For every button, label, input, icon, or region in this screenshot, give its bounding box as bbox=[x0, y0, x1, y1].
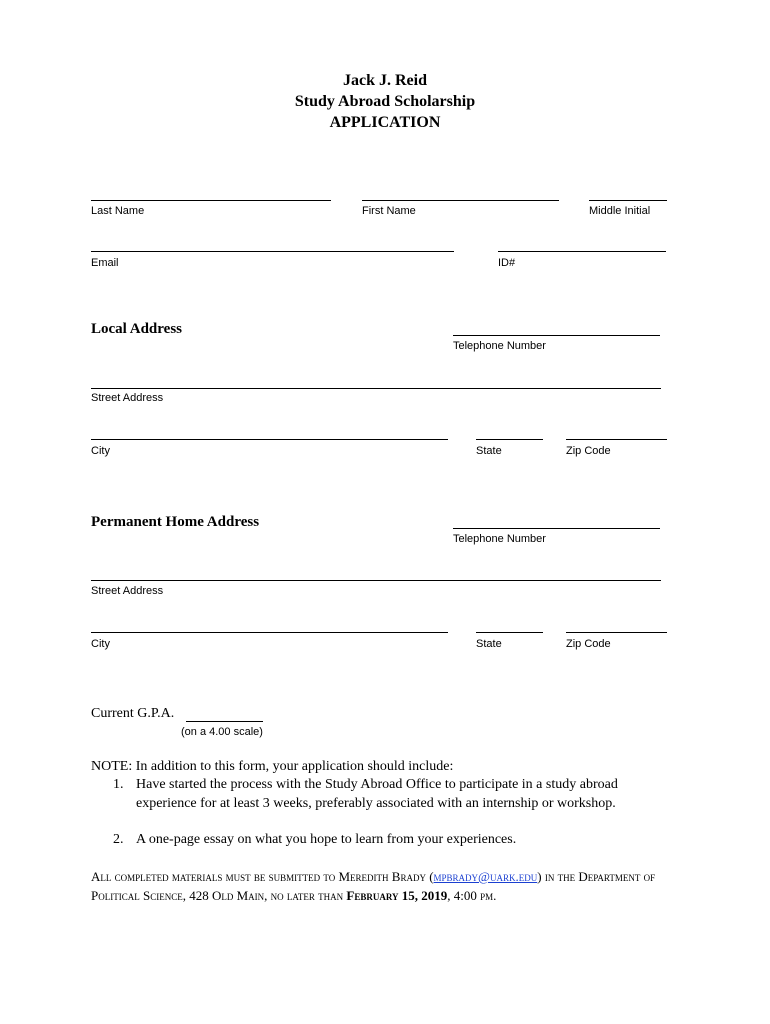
last-name-label: Last Name bbox=[91, 205, 145, 217]
gpa-scale-note: (on a 4.00 scale) bbox=[181, 726, 263, 738]
local-city-label: City bbox=[91, 445, 110, 457]
submission-deadline: February 15, 2019 bbox=[346, 888, 448, 903]
last-name-field[interactable] bbox=[91, 200, 331, 201]
local-zip-field[interactable] bbox=[566, 439, 667, 440]
email-link[interactable]: mpbrady@uark.edu bbox=[433, 869, 538, 884]
submission-text-2: ) in the Department of Political Science, 428 Old Main, no later than bbox=[91, 869, 656, 903]
permanent-telephone-field[interactable] bbox=[453, 528, 660, 529]
note-item-1: Have started the process with the Study Abroad Office to participate in a study abroad experience for at least 3 weeks, preferably associated with an internship or workshop. bbox=[136, 777, 618, 811]
title-application: APPLICATION bbox=[329, 114, 441, 131]
middle-initial-label: Middle Initial bbox=[589, 205, 651, 217]
submission-text-1: All completed materials must be submitted to Meredith Brady ( bbox=[91, 869, 434, 884]
gpa-label: Current G.P.A. bbox=[91, 706, 175, 721]
permanent-zip-label: Zip Code bbox=[566, 638, 611, 650]
permanent-state-field[interactable] bbox=[476, 632, 543, 633]
first-name-field[interactable] bbox=[362, 200, 559, 201]
local-address-heading: Local Address bbox=[91, 321, 182, 337]
gpa-field[interactable] bbox=[186, 721, 263, 722]
permanent-address-heading: Permanent Home Address bbox=[91, 514, 260, 530]
local-state-field[interactable] bbox=[476, 439, 543, 440]
local-zip-label: Zip Code bbox=[566, 445, 611, 457]
permanent-telephone-label: Telephone Number bbox=[453, 533, 546, 545]
permanent-street-label: Street Address bbox=[91, 585, 164, 597]
title-scholarship: Study Abroad Scholarship bbox=[294, 93, 476, 110]
permanent-city-label: City bbox=[91, 638, 110, 650]
id-label: ID# bbox=[498, 257, 516, 269]
id-field[interactable] bbox=[498, 251, 666, 252]
local-street-label: Street Address bbox=[91, 392, 164, 404]
email-field[interactable] bbox=[91, 251, 454, 252]
permanent-city-field[interactable] bbox=[91, 632, 448, 633]
permanent-zip-field[interactable] bbox=[566, 632, 667, 633]
local-telephone-label: Telephone Number bbox=[453, 340, 546, 352]
note-item-1-number: 1. bbox=[113, 777, 124, 792]
local-city-field[interactable] bbox=[91, 439, 448, 440]
permanent-state-label: State bbox=[476, 638, 502, 650]
submission-statement bbox=[91, 867, 681, 905]
submission-text-3: , 4:00 pm. bbox=[447, 888, 497, 903]
permanent-street-field[interactable] bbox=[91, 580, 661, 581]
local-street-field[interactable] bbox=[91, 388, 661, 389]
local-telephone-field[interactable] bbox=[453, 335, 660, 336]
note-intro: NOTE: In addition to this form, your application should include: bbox=[91, 759, 454, 774]
first-name-label: First Name bbox=[362, 205, 416, 217]
title-name: Jack J. Reid bbox=[343, 72, 427, 89]
middle-initial-field[interactable] bbox=[589, 200, 667, 201]
local-state-label: State bbox=[476, 445, 502, 457]
email-label: Email bbox=[91, 257, 119, 269]
note-item-2: A one-page essay on what you hope to learn from your experiences. bbox=[136, 832, 517, 847]
note-item-2-number: 2. bbox=[113, 832, 124, 847]
